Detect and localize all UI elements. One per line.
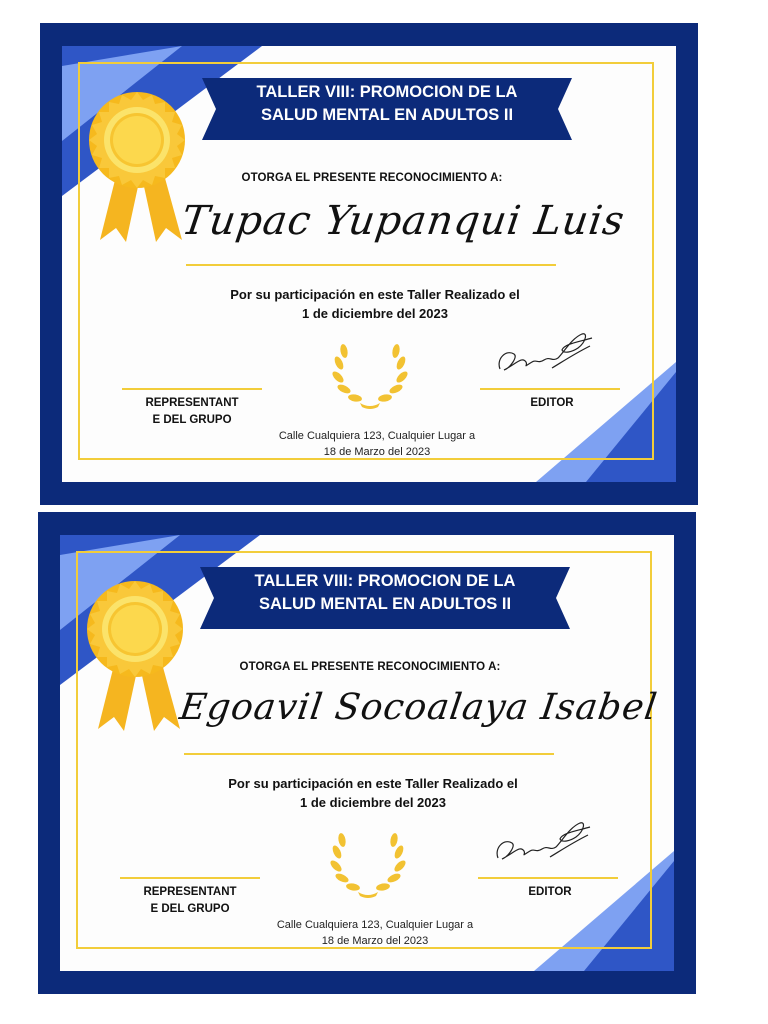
award-ribbon-medal-icon xyxy=(80,579,190,739)
certificate-title xyxy=(202,81,572,127)
representative-line-2: E DEL GRUPO xyxy=(150,903,230,915)
right-signature-line xyxy=(480,388,620,390)
address-line-2: 18 de Marzo del 2023 xyxy=(321,935,429,947)
participation-text xyxy=(190,774,556,812)
editor-label: EDITOR xyxy=(530,397,574,409)
representative-line-1: REPRESENTANT xyxy=(145,397,239,409)
signature-image xyxy=(490,813,600,873)
participation-text xyxy=(192,285,558,323)
address-line-1: Calle Cualquiera 123, Cualquier Lugar a xyxy=(278,430,476,442)
address-line-1: Calle Cualquiera 123, Cualquier Lugar a xyxy=(276,919,474,931)
left-signature-line xyxy=(122,388,262,390)
participation-date: 1 de diciembre del 2023 xyxy=(302,306,448,321)
title-line-2: SALUD MENTAL EN ADULTOS II xyxy=(258,595,512,613)
participation-line-1: Por su participación en este Taller Realizado el xyxy=(230,287,520,302)
address-line-2: 18 de Marzo del 2023 xyxy=(323,446,431,458)
laurel-wreath-icon xyxy=(328,830,408,900)
name-underline xyxy=(184,753,554,755)
certificate-2 xyxy=(38,512,696,994)
name-underline xyxy=(186,264,556,266)
grants-text: OTORGA EL PRESENTE RECONOCIMIENTO A: xyxy=(239,661,501,673)
title-line-1: TALLER VIII: PROMOCION DE LA xyxy=(256,83,518,101)
address-text xyxy=(240,917,510,949)
left-signature-line xyxy=(120,877,260,879)
recipient-name: Tupac Yupanqui Luis xyxy=(178,198,628,244)
right-signature-line xyxy=(478,877,618,879)
certificate-paper xyxy=(60,535,674,971)
representative-line-2: E DEL GRUPO xyxy=(152,414,232,426)
certificate-paper xyxy=(62,46,676,482)
participation-line-1: Por su participación en este Taller Realizado el xyxy=(228,776,518,791)
participation-date: 1 de diciembre del 2023 xyxy=(300,795,446,810)
award-ribbon-medal-icon xyxy=(82,90,192,250)
group-representative-label xyxy=(132,395,252,429)
certificate-title xyxy=(200,570,570,616)
editor-label: EDITOR xyxy=(528,886,572,898)
representative-line-1: REPRESENTANT xyxy=(143,886,237,898)
title-line-1: TALLER VIII: PROMOCION DE LA xyxy=(254,572,516,590)
title-line-2: SALUD MENTAL EN ADULTOS II xyxy=(260,106,514,124)
certificate-1 xyxy=(40,23,698,505)
recipient-name: Egoavil Socoalaya Isabel xyxy=(177,687,661,728)
signature-image xyxy=(492,324,602,384)
grants-text: OTORGA EL PRESENTE RECONOCIMIENTO A: xyxy=(241,172,503,184)
laurel-wreath-icon xyxy=(330,341,410,411)
group-representative-label xyxy=(130,884,250,918)
address-text xyxy=(242,428,512,460)
